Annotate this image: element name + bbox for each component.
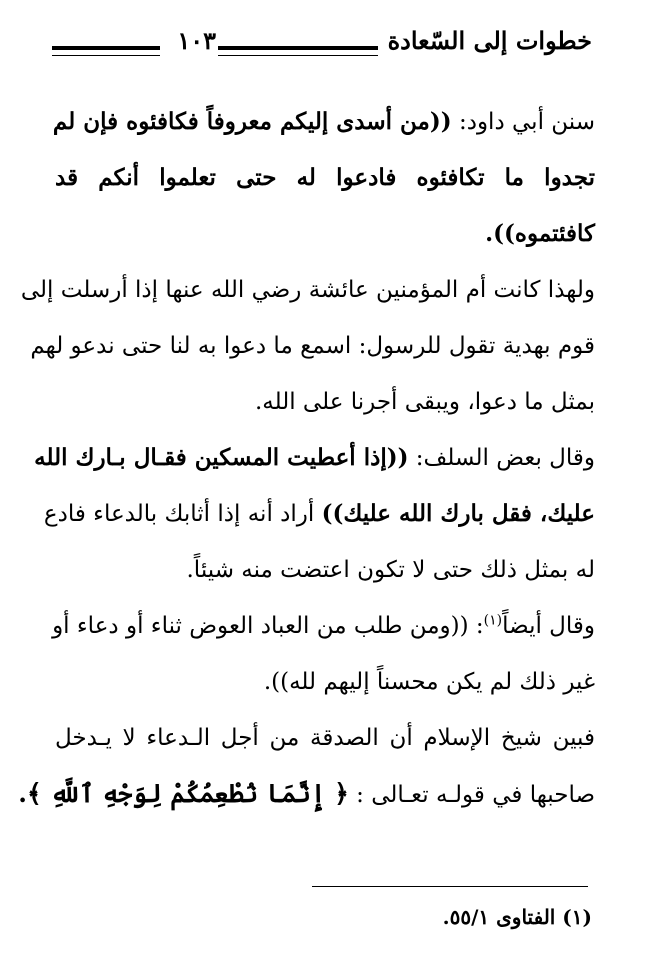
text-line: سنن أبي داود: ((من أسدى إليكم معروفاً فكافئوه فإن لم (52, 108, 595, 135)
header-rule (218, 46, 378, 50)
salaf-quote: عليك، فقل بارك الله عليك)) (321, 500, 595, 527)
text-line: ولهذا كانت أم المؤمنين عائشة رضي الله عنها إذا أرسلت إلى (20, 277, 595, 303)
hadith-quote: كافئتموه)). (485, 220, 595, 247)
text-line: فبين شيخ الإسلام أن الصدقة من أجل الـدعاء لا يـدخل (55, 725, 595, 751)
page-header (52, 26, 592, 60)
text-line: عليك، فقل بارك الله عليك)) أراد أنه إذا أثابك بالدعاء فادع (43, 500, 595, 527)
text-line: وقال أيضاً$^{(١)}$: ((ومن طلب من العباد العوض ثناء أو دعاء أو (52, 612, 595, 639)
text-line: بمثل ما دعوا، ويبقى أجرنا على الله. (254, 389, 595, 415)
footnote-divider (312, 886, 588, 887)
text-line: وقال بعض السلف: ((إذا أعطيت المسكين فقـال بـارك الله (34, 444, 595, 471)
body-text (18, 94, 595, 822)
header-rule-left (52, 46, 160, 50)
salaf-quote: ((إذا أعطيت المسكين فقـال بـارك الله (34, 444, 409, 471)
quran-verse: ﴿ إِنَّمَا نُطْعِمُكُمْ لِوَجْهِ ٱللَّهِ ﴾. (18, 779, 349, 808)
hadith-quote: تجدوا ما تكافئوه فادعوا له حتى تعلموا أنكم قد (55, 164, 595, 191)
footnote-reference[interactable]: (١) (483, 612, 503, 629)
text-line: غير ذلك لم يكن محسناً إليهم لله)). (263, 669, 595, 695)
text-line: صاحبها في قولـه تعـالى : ﴿ إِنَّمَا نُطْعِمُكُمْ لِوَجْهِ ٱللَّهِ ﴾. (18, 779, 595, 808)
text-line: قوم بهدية تقول للرسول: اسمع ما دعوا به لنا حتى ندعو لهم (30, 333, 595, 359)
text-line: له بمثل ذلك حتى لا تكون اعتضت منه شيئاً. (186, 557, 595, 583)
page-number: ١٠٣ (177, 26, 216, 55)
hadith-quote: ((من أسدى إليكم معروفاً فكافئوه فإن لم (52, 108, 452, 135)
running-title: خطوات إلى السّعادة (387, 26, 592, 55)
footnote: (١) الفتاوى ٥٥/١. (442, 905, 592, 929)
